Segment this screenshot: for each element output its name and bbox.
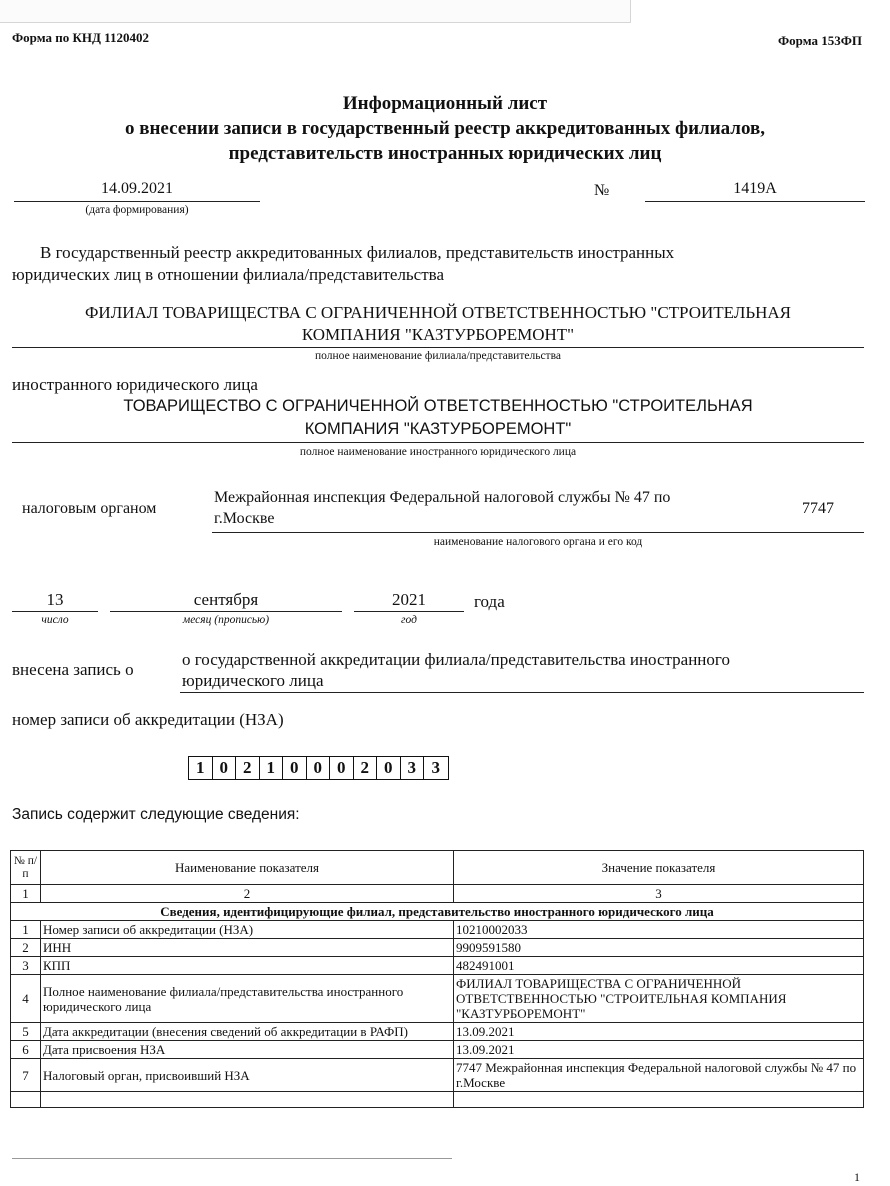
table-row: [11, 939, 864, 957]
nza-digit: 0: [307, 757, 331, 779]
table-empty-row: [11, 1092, 864, 1108]
table-row: [11, 957, 864, 975]
nza-digit: 2: [354, 757, 378, 779]
intro-line2: юридических лиц в отношении филиала/представительства: [12, 265, 444, 284]
entry-day-caption: число: [41, 614, 69, 626]
record-text-line1: о государственной аккредитации филиала/представительства иностранного: [182, 650, 730, 669]
nza-label: номер записи об аккредитации (НЗА): [12, 710, 284, 729]
formation-date: 14.09.2021: [14, 180, 260, 202]
nza-digit: 0: [377, 757, 401, 779]
row-value: 7747 Межрайонная инспекция Федеральной налоговой службы № 47 по г.Москве: [454, 1059, 864, 1092]
formation-date-caption: (дата формирования): [85, 204, 189, 216]
intro-line1: В государственный реестр аккредитованных филиалов, представительств иностранных: [40, 243, 675, 262]
row-num: 6: [11, 1041, 41, 1059]
row-name: ИНН: [41, 939, 454, 957]
branch-name-caption: полное наименование филиала/представительства: [315, 350, 561, 362]
document-subtitle-line1: о внесении записи в государственный реестр аккредитованных филиалов,: [124, 118, 766, 139]
row-num: 7: [11, 1059, 41, 1092]
tax-authority-label: налоговым органом: [22, 500, 157, 517]
table-header-row: [11, 851, 864, 885]
document-title: Информационный лист: [342, 93, 548, 114]
row-num: 1: [11, 921, 41, 939]
nza-digit: 0: [283, 757, 307, 779]
table-row: [11, 921, 864, 939]
foreign-entity-name-line1: ТОВАРИЩЕСТВО С ОГРАНИЧЕННОЙ ОТВЕТСТВЕННОСТЬЮ "СТРОИТЕЛЬНАЯ: [123, 397, 753, 415]
entry-day: 13: [12, 590, 98, 612]
nza-digit-boxes: [188, 756, 449, 780]
tax-authority-caption: наименование налогового органа и его код: [433, 536, 643, 548]
table-index-row: [11, 885, 864, 903]
document-number: 1419А: [645, 180, 865, 202]
row-name: Полное наименование филиала/представительства иностранного юридического лица: [41, 975, 454, 1023]
empty-cell: [41, 1092, 454, 1108]
number-sign: №: [594, 182, 610, 199]
table-row: [11, 1041, 864, 1059]
nza-digit: 0: [330, 757, 354, 779]
nza-digit: 1: [189, 757, 213, 779]
row-value: 482491001: [454, 957, 864, 975]
info-table: [10, 850, 864, 1108]
contains-label: Запись содержит следующие сведения:: [12, 806, 300, 823]
index-value: 3: [454, 885, 864, 903]
page-number: 1: [854, 1170, 860, 1184]
form-code-left: Форма по КНД 1120402: [12, 30, 149, 45]
table-row: [11, 1059, 864, 1092]
branch-name-line1: ФИЛИАЛ ТОВАРИЩЕСТВА С ОГРАНИЧЕННОЙ ОТВЕТСТВЕННОСТЬЮ "СТРОИТЕЛЬНАЯ: [85, 303, 791, 322]
row-num: 3: [11, 957, 41, 975]
row-value: 9909591580: [454, 939, 864, 957]
row-num: 5: [11, 1023, 41, 1041]
nza-digit: 0: [213, 757, 237, 779]
footer-rule: [12, 1158, 452, 1159]
nza-digit: 1: [260, 757, 284, 779]
record-label: внесена запись о: [12, 660, 134, 679]
document-subtitle-line2: представительств иностранных юридических лиц: [228, 143, 662, 164]
entry-month-caption: месяц (прописью): [182, 614, 270, 626]
row-name: Номер записи об аккредитации (НЗА): [41, 921, 454, 939]
table-row: [11, 1023, 864, 1041]
entry-year: 2021: [354, 590, 464, 612]
index-name: 2: [41, 885, 454, 903]
foreign-entity-caption: полное наименование иностранного юридического лица: [299, 446, 577, 458]
row-name: Налоговый орган, присвоивший НЗА: [41, 1059, 454, 1092]
index-num: 1: [11, 885, 41, 903]
row-name: Дата присвоения НЗА: [41, 1041, 454, 1059]
tax-authority-name-line1: Межрайонная инспекция Федеральной налоговой службы № 47 по: [214, 489, 671, 506]
row-value: 13.09.2021: [454, 1041, 864, 1059]
row-num: 4: [11, 975, 41, 1023]
tax-authority-code: 7747: [802, 500, 834, 517]
table-section-row: [11, 903, 864, 921]
table-row: [11, 975, 864, 1023]
header-value: Значение показателя: [454, 851, 864, 885]
entry-year-suffix: года: [474, 592, 505, 611]
form-code-right: Форма 153ФП: [778, 33, 862, 48]
row-name: КПП: [41, 957, 454, 975]
row-value: 13.09.2021: [454, 1023, 864, 1041]
section-title: Сведения, идентифицирующие филиал, представительство иностранного юридического лица: [11, 903, 864, 921]
nza-digit: 3: [431, 758, 440, 777]
record-text-line2: юридического лица: [182, 671, 324, 690]
foreign-entity-name-line2: КОМПАНИЯ "КАЗТУРБОРЕМОНТ": [12, 420, 864, 443]
scan-edge-strip: [0, 0, 631, 23]
row-value: ФИЛИАЛ ТОВАРИЩЕСТВА С ОГРАНИЧЕННОЙ ОТВЕТСТВЕННОСТЬЮ "СТРОИТЕЛЬНАЯ КОМПАНИЯ "КАЗТУРБОРЕМОНТ": [454, 975, 864, 1023]
row-num: 2: [11, 939, 41, 957]
empty-cell: [454, 1092, 864, 1108]
entry-month: сентября: [110, 590, 342, 612]
foreign-entity-label: иностранного юридического лица: [12, 375, 258, 394]
header-name: Наименование показателя: [41, 851, 454, 885]
entry-year-caption: год: [401, 614, 417, 626]
row-value: 10210002033: [454, 921, 864, 939]
nza-digit: 3: [401, 757, 425, 779]
header-num: № п/п: [11, 851, 41, 885]
row-name: Дата аккредитации (внесения сведений об аккредитации в РАФП): [41, 1023, 454, 1041]
branch-name-line2: КОМПАНИЯ "КАЗТУРБОРЕМОНТ": [12, 325, 864, 348]
tax-authority-name-line2: г.Москве: [214, 510, 275, 527]
empty-cell: [11, 1092, 41, 1108]
nza-digit: 2: [236, 757, 260, 779]
